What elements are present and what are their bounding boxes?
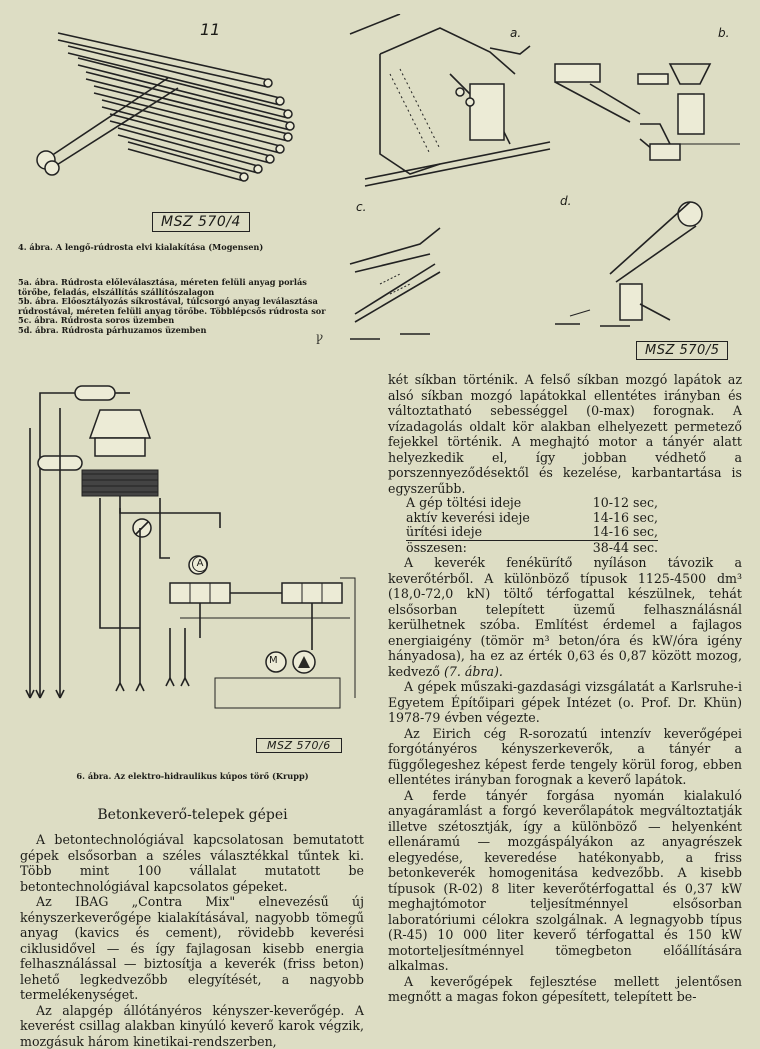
table-row [406,511,658,526]
table-sum-label: összesen: [406,540,571,555]
fig6-label-a: A [192,556,208,572]
right-paragraph-3: Az Eirich cég R-sorozatú intenzív keverőgépei forgótányéros kényszerkeverők, a tányér a függőlegeshez képest ferde tengely körül forog, ebben ellentétes irányban forognak a keverő lapátok. [388,726,742,788]
table-label: aktív keverési ideje [406,511,571,526]
left-paragraph-3: Az alapgép állótányéros kényszer-keverőgép. A keverést csillag alakban kinyúló keverő karok végzik, mozgásuk három kinetikai-rendszerben, [20,1003,364,1049]
table-label: A gép töltési ideje [406,496,571,511]
right-paragraph-1-text: A keverék fenékürítő nyíláson távozik a keverőtérből. A különböző típusok 1125-4500 dm³ (18,0-72,0 kN) töltő térfogattal készülnek, tehát elsősorban telepített üzemű felhasználásnál kerülhetnek szóba. Említést érdemel a fajlagos energiaigény (tömör m³ beton/óra és kW/óra igény hányadosa), ha ez az érték 0,63 és 0,87 között mozog, kedvező [388,555,742,679]
fig5-number: MSZ 570/5 [636,341,728,360]
fig5d-drawing [555,202,702,326]
fig5c-caption: 5c. ábra. Rúdrosta soros üzemben [18,316,332,326]
fig5-letter-a: a. [510,26,521,40]
fig4-number: MSZ 570/4 [152,212,250,232]
rod-bundle [37,33,294,181]
table-sum-value: 38-44 sec. [571,540,658,555]
fig4-handwriting: 11 [200,20,220,39]
table-sum-row [406,540,658,555]
fig5b-caption: 5b. ábra. Előosztályozás síkrostával, túlcsorgó anyag leválasztása rúdrostával, méreten felüli anyag törőbe. Többlépcsős rúdrosta sor [18,297,332,316]
table-value: 10-12 sec, [571,496,658,511]
fig6-label-m: M [269,655,278,666]
fig5-letter-c: c. [356,200,366,214]
left-paragraph-1: A betontechnológiával kapcsolatosan bemutatott gépek elsősorban a széles választékkal tűntek ki. Több mint 100 vállalat mutatott be betontechnológiával kapcsolatos gépeket. [20,832,364,894]
fig5b-drawing [555,64,740,160]
right-column [388,372,742,1005]
right-paragraph-4: A ferde tányér forgása nyomán kialakuló anyagáramlást a forgó keverőlapátok megváltoztatják illetve szétosztják, így a különböző — helyenként ellenáramú — mozgáspályákon az anyagrészek elegyedése, keveredése hatékonyabb, a friss betonkeverék homogenitása kedvezőbb. A kisebb típusok (R-02) 8 liter keverőtérfogattal és 0,37 kW meghajtómotor teljesítménnyel elsősorban laboratóriumi célokra szolgálnak. A legnagyobb típus (R-45) 10 000 liter keverő térfogattal és 150 kW motorteljesítménnyel tömegbeton előállítására alkalmas. [388,788,742,974]
right-paragraph-2: A gépek műszaki-gazdasági vizsgálatát a Karlsruhe-i Egyetem Építőipari gépek Intézet (o. Prof. Dr. Khün) 1978-79 évben végezte. [388,679,742,726]
timing-table [406,496,658,555]
fig5-letter-d: d. [560,194,571,208]
figure-5-drawing [340,14,750,354]
table-value: 14-16 sec, [571,525,658,540]
table-row [406,496,658,511]
left-column [20,832,364,1049]
section-title: Betonkeverő-telepek gépei [20,807,365,823]
fig5-letter-b: b. [718,26,729,40]
fig5d-caption: 5d. ábra. Rúdrosta párhuzamos üzemben [18,326,332,336]
hydraulic-circuit [100,496,355,708]
fig5a-caption: 5a. ábra. Rúdrosta előleválasztása, méreten felüli anyag porlás törőbe, feladás, elszállítás szállítószalagon [18,278,332,297]
left-paragraph-2: Az IBAG „Contra Mix" elnevezésű új kényszerkeverőgépe kialakításával, nagyobb tömegű anyag (kavics és cement), rövidebb keverési ciklusidővel — és így fajlagosan kisebb energia felhasználással — biztosítja a keverék (friss beton) lehető legkedvezőbb elegyítését, a nagyobb termelékenységet. [20,894,364,1003]
fig4-caption: 4. ábra. A lengő-rúdrosta elvi kialakítása (Mogensen) [18,243,338,253]
fig5c-drawing [350,228,440,339]
table-value: 14-16 sec, [571,511,658,526]
fig6-number: MSZ 570/6 [256,738,342,753]
right-paragraph-5: A keverőgépek fejlesztése mellett jelentősen megnőtt a magas fokon gépesített, telepített be- [388,974,742,1005]
crusher-body [30,386,158,698]
figure-4-drawing [18,18,318,188]
figure-ref: (7. ábra). [444,664,503,679]
right-intro: két síkban történik. A felső síkban mozgó lapátok az alsó síkban mozgó lapátokkal ellentétes irányban és változtatható sebességgel (0-max) forognak. A vízadagolás oldalt kör alakban elhelyezett permetező fejekkel történik. A meghajtó motor a tányér alatt helyezkedik el, így jobban védhető a porszennyeződésektől és kezelése, karbantartása is egyszerűbb. [388,372,742,496]
page-mark: Ꝩ [316,334,323,345]
table-label: ürítési ideje [406,525,571,540]
arrows [26,678,189,698]
fig5-captions [18,278,332,336]
right-paragraph-1 [388,555,742,679]
table-row [406,525,658,540]
fig6-caption: 6. ábra. Az elektro-hidraulikus kúpos törő (Krupp) [20,772,365,782]
